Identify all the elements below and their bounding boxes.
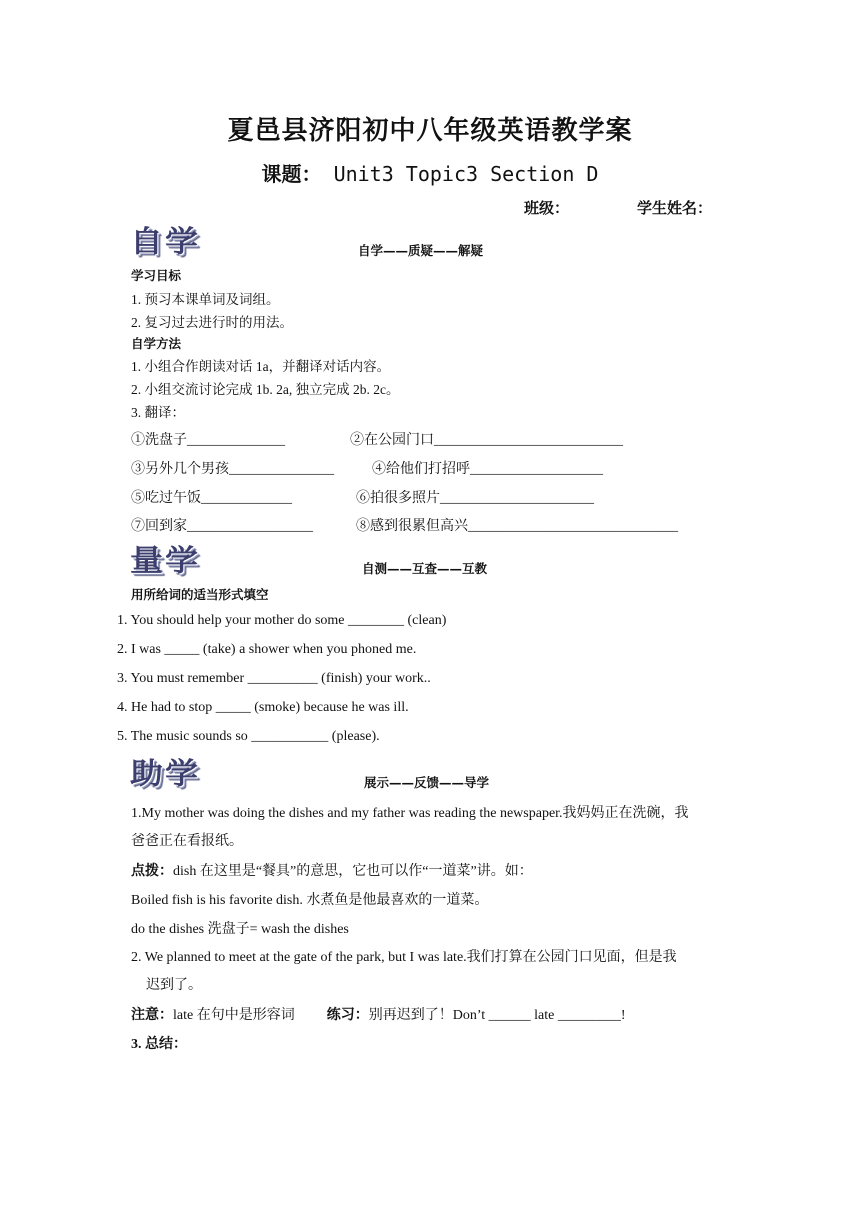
- translation-item: ⑤吃过午饭_____________: [131, 491, 292, 506]
- translation-item: ③另外几个男孩_______________: [131, 462, 334, 477]
- tip-line: [131, 860, 533, 880]
- goals-title: 学习目标: [131, 268, 182, 283]
- example-line: Boiled fish is his favorite dish. 水煮鱼是他最喜欢的一道菜。: [131, 893, 489, 908]
- translation-item: ④给他们打招呼___________________: [372, 462, 603, 477]
- note-label: 注意：: [131, 1008, 173, 1023]
- translation-item: ⑧感到很累但高兴______________________________: [356, 519, 678, 534]
- translation-item: ⑥拍很多照片______________________: [356, 491, 594, 506]
- practice-text: 别再迟到了！Don’t ______ late _________!: [368, 1008, 626, 1023]
- section-badge-measure: 量学: [130, 542, 200, 578]
- tip-label: 点拨：: [131, 864, 173, 879]
- class-label: 班级：: [524, 199, 570, 217]
- student-info-line: [524, 197, 712, 218]
- method-item: 3. 翻译：: [131, 405, 185, 420]
- paragraph-line: 1.My mother was doing the dishes and my father was reading the newspaper.我妈妈正在洗碗，我: [131, 806, 689, 821]
- page-title: 夏邑县济阳初中八年级英语教学案: [227, 116, 633, 146]
- goal-item: 2. 复习过去进行时的用法。: [131, 315, 293, 330]
- exercise-item: 4. He had to stop _____ (smoke) because he was ill.: [117, 700, 409, 715]
- example-line: do the dishes 洗盘子= wash the dishes: [131, 922, 349, 937]
- subject-value: Unit3 Topic3 Section D: [333, 162, 599, 186]
- translation-item: ②在公园门口___________________________: [350, 433, 623, 448]
- lesson-subject: [0, 158, 860, 187]
- translation-item: ①洗盘子______________: [131, 433, 285, 448]
- section-heading: 展示——反馈——导学: [364, 775, 490, 790]
- exercise-item: 1. You should help your mother do some ________ (clean): [117, 613, 447, 628]
- tip-text: dish 在这里是“餐具”的意思，它也可以作“一道菜”讲。如：: [173, 864, 533, 879]
- student-name-label: 学生姓名：: [637, 199, 713, 217]
- practice-label: 练习：: [326, 1008, 369, 1023]
- exercise-item: 3. You must remember __________ (finish) your work..: [117, 671, 431, 686]
- note-line: [131, 1004, 626, 1024]
- paragraph-line: 2. We planned to meet at the gate of the park, but I was late.我们打算在公园门口见面，但是我: [131, 950, 677, 965]
- section-heading: 自学——质疑——解疑: [358, 243, 484, 258]
- section-badge-self-study: 自学: [130, 223, 200, 259]
- method-item: 2. 小组交流讨论完成 1b. 2a, 独立完成 2b. 2c。: [131, 382, 400, 397]
- note-text: late 在句中是形容词: [173, 1008, 295, 1023]
- exercise-item: 2. I was _____ (take) a shower when you phoned me.: [117, 642, 417, 657]
- goal-item: 1. 预习本课单词及词组。: [131, 292, 280, 307]
- method-item: 1. 小组合作朗读对话 1a，并翻译对话内容。: [131, 359, 391, 374]
- exercise-item: 5. The music sounds so ___________ (please).: [117, 729, 380, 744]
- translation-item: ⑦回到家__________________: [131, 519, 313, 534]
- methods-title: 自学方法: [131, 336, 182, 351]
- section-heading: 自测——互查——互教: [362, 561, 488, 576]
- summary-heading: 3. 总结：: [131, 1037, 187, 1052]
- paragraph-line: 爸爸正在看报纸。: [131, 834, 243, 849]
- subject-label: 课题：: [261, 162, 322, 186]
- paragraph-line: 迟到了。: [146, 978, 202, 993]
- section-badge-assist: 助学: [130, 755, 200, 791]
- exercise-instruction: 用所给词的适当形式填空: [131, 587, 269, 602]
